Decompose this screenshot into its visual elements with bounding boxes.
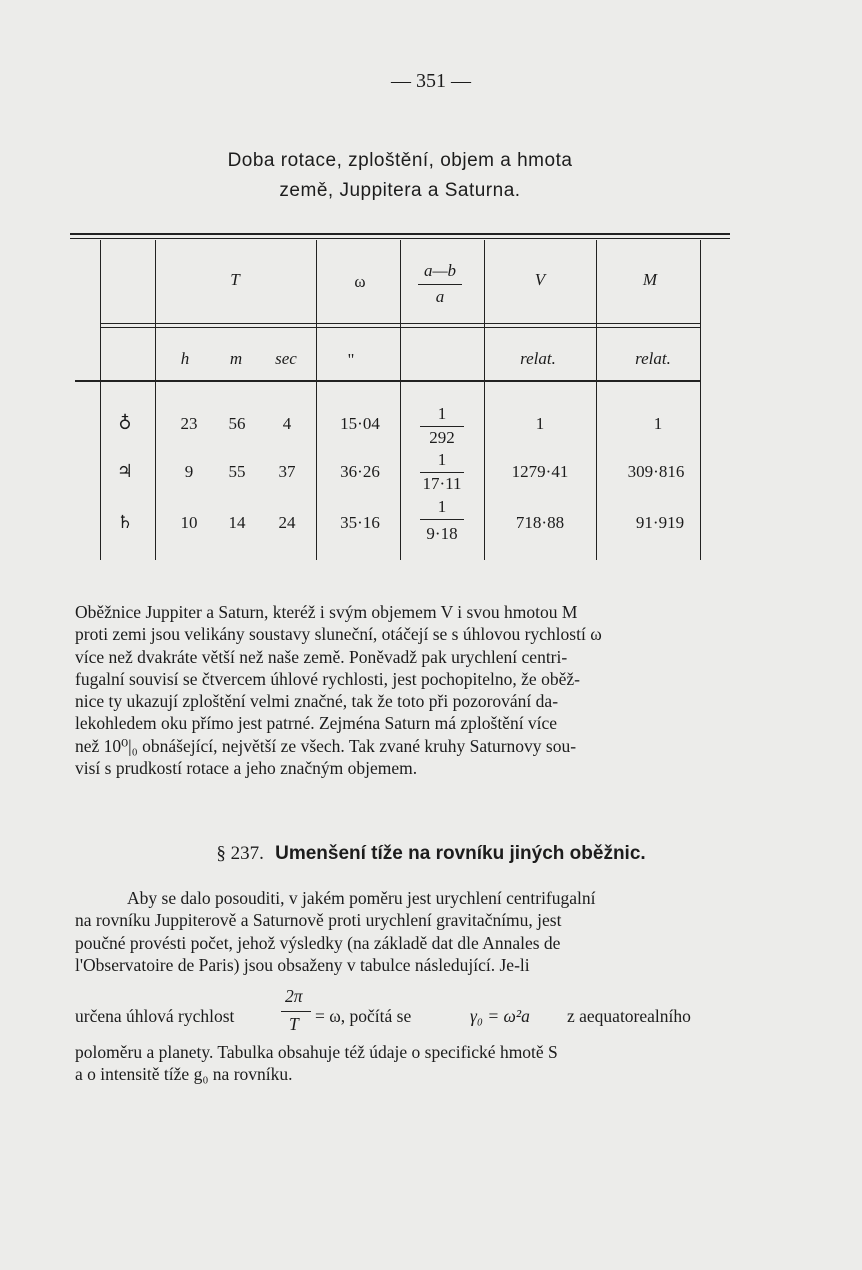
text-line: visí s prudkostí rotace a jeho značným objemem.: [75, 758, 418, 779]
table-top-rule: [70, 233, 730, 235]
page-subtitle: země, Juppitera a Saturna.: [279, 180, 521, 201]
table-top-rule-2: [70, 238, 730, 239]
table-cell: 718·88: [515, 513, 565, 532]
unit-m: m: [229, 349, 243, 368]
table-cell: 1279·41: [511, 462, 569, 481]
frac-num: 1: [437, 497, 447, 516]
table-cell: 9: [184, 462, 194, 481]
frac-den: 292: [429, 428, 455, 447]
page-number: — 351 —: [391, 70, 471, 92]
section-title: Umenšení tíže na rovníku jiných oběžnic.: [275, 843, 646, 864]
table-cell: 1: [535, 414, 545, 433]
rotation-table: [0, 0, 862, 600]
frac-line: [420, 519, 464, 520]
formula-gamma: γ₀ = ω²a: [470, 1006, 530, 1026]
table-cell: 4: [282, 414, 292, 433]
text-line: poučné provésti počet, jehož výsledky (na základě dat dle Annales de: [75, 932, 561, 953]
col-rule-0: [100, 240, 101, 560]
text-line: Oběžnice Juppiter a Saturn, kteréž i svým objemem V i svou hmotou M: [75, 602, 578, 622]
section-heading: [0, 843, 862, 865]
table-cell: 14: [228, 513, 246, 532]
header-T: T: [230, 270, 240, 289]
header-frac-num: a—b: [423, 261, 457, 280]
col-rule-3: [400, 240, 401, 560]
page-title: Doba rotace, zploštění, objem a hmota: [227, 150, 573, 171]
table-cell: 1: [653, 414, 663, 433]
formula-frac-num: 2π: [285, 986, 303, 1006]
text-line: proti zemi jsou velikány soustavy sluneční, otáčejí se s úhlovou rychlostí ω: [75, 624, 602, 645]
table-cell: 35·16: [340, 513, 380, 532]
table-cell: 37: [278, 462, 296, 481]
unit-arcsec: ": [347, 350, 355, 369]
text-line: na rovníku Juppiterově a Saturnově proti urychlení gravitačnímu, jest: [75, 910, 562, 931]
table-cell: 55: [228, 462, 246, 481]
header-omega: ω: [354, 272, 366, 291]
frac-den: 17·11: [422, 474, 462, 493]
col-rule-6: [700, 240, 701, 560]
text-line: poloměru a planety. Tabulka obsahuje též údaje o specifické hmotě S: [75, 1042, 558, 1062]
text-line: l'Observatoire de Paris) jsou obsaženy v tabulce následující. Je-li: [75, 954, 530, 975]
header-M: M: [642, 270, 658, 289]
col-rule-4: [484, 240, 485, 560]
table-cell: 24: [278, 513, 296, 532]
paragraph-intro: [75, 887, 727, 976]
formula-text-a: určena úhlová rychlost: [75, 1006, 235, 1026]
table-cell: 36·26: [340, 462, 380, 481]
earth-symbol: ♁: [118, 413, 132, 434]
table-cell: 10: [180, 513, 198, 532]
section-number: § 237.: [216, 843, 264, 864]
table-cell: 15·04: [340, 414, 380, 433]
frac-line: [420, 472, 464, 473]
frac-den: 9·18: [426, 524, 458, 543]
formula-text-b: = ω, počítá se: [315, 1006, 412, 1026]
table-cell: 23: [180, 414, 198, 433]
paragraph-rotation: [75, 601, 727, 779]
table-cell: 91·919: [635, 513, 685, 532]
formula-frac-den: T: [289, 1014, 299, 1034]
table-cell: 309·816: [627, 462, 685, 481]
text-line: než 10⁰|₀ obnášející, největší ze všech. Tak zvané kruhy Saturnovy sou-: [75, 735, 577, 756]
text-line: více než dvakráte větší než naše země. Poněvadž pak urychlení centri-: [75, 646, 568, 667]
text-line: a o intensitě tíže g₀ na rovníku.: [75, 1064, 293, 1085]
unit-sec: sec: [275, 349, 297, 368]
jupiter-symbol: ♃: [116, 461, 134, 482]
formula-frac-line: [281, 1011, 311, 1012]
col-rule-2: [316, 240, 317, 560]
unit-M: relat.: [635, 349, 671, 368]
text-line: nice ty ukazují zploštění velmi značné, tak že toto při pozorování da-: [75, 691, 559, 712]
text-line: Aby se dalo posouditi, v jakém poměru jest urychlení centrifugalní: [127, 888, 596, 908]
col-rule-1: [155, 240, 156, 560]
unit-h: h: [180, 349, 190, 368]
unit-V: relat.: [520, 349, 556, 368]
header-V: V: [534, 270, 546, 289]
paragraph-radius: [75, 1041, 727, 1086]
text-line: fugalní souvisí se čtvercem úhlové rychlosti, jest pochopitelno, že oběž-: [75, 668, 580, 689]
table-units-rule: [75, 380, 700, 382]
header-frac-line: [418, 284, 462, 285]
table-cell: 56: [228, 414, 246, 433]
frac-line: [420, 426, 464, 427]
frac-num: 1: [437, 450, 447, 469]
saturn-symbol: ♄: [116, 512, 134, 533]
text-line: lekohledem oku přímo jest patrné. Zejména Saturn má zploštění více: [75, 713, 558, 734]
col-rule-5: [596, 240, 597, 560]
formula-text-c: z aequatorealního: [567, 1006, 691, 1026]
frac-num: 1: [437, 404, 447, 423]
formula-line: [75, 986, 727, 1034]
header-frac-den: a: [435, 287, 445, 306]
